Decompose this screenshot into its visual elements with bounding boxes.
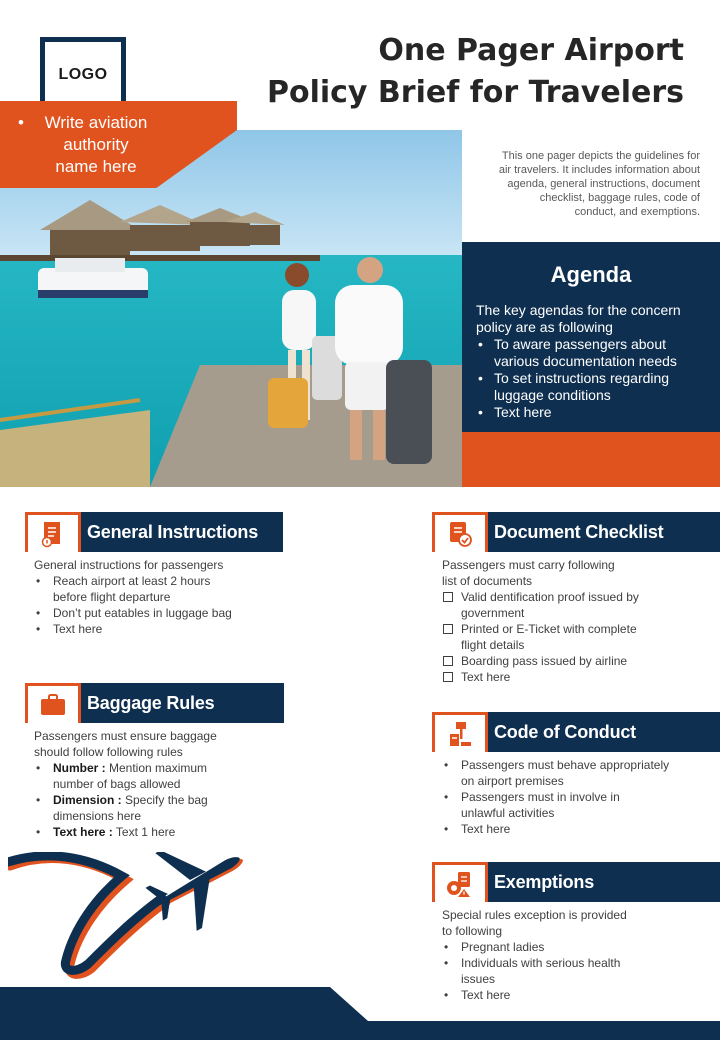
list-item xyxy=(34,621,274,637)
general-instructions-header xyxy=(25,512,283,552)
document-checklist-intro: Passengers must carry following xyxy=(442,558,615,572)
item-line: • Text here xyxy=(461,988,511,1002)
general-instructions-intro: General instructions for passengers xyxy=(34,558,224,572)
agenda-title: Agenda xyxy=(550,262,632,287)
list-item xyxy=(442,939,717,955)
item-line: Text here xyxy=(461,670,511,684)
agenda-intro-line2: policy are as following xyxy=(476,319,613,335)
suitcase-icon xyxy=(25,683,81,723)
page-title-line2: Policy Brief for Travelers xyxy=(266,75,684,110)
item-line: • Individuals with serious health xyxy=(461,956,621,970)
exemptions-list xyxy=(442,939,717,1003)
code-of-conduct-header xyxy=(432,712,720,752)
list-item xyxy=(442,789,717,821)
document-checklist-intro: list of documents xyxy=(442,574,533,588)
rule-label: Text here : xyxy=(53,825,113,839)
item-line: Boarding pass issued by airline xyxy=(461,654,628,668)
item-line: • Passengers must behave appropriately xyxy=(461,758,670,772)
baggage-rules-header xyxy=(25,683,284,723)
authority-line2: authority xyxy=(63,135,129,154)
authority-line1: Write aviation xyxy=(44,113,148,132)
code-of-conduct-title: Code of Conduct xyxy=(488,712,720,752)
item-line: on airport premises xyxy=(461,774,564,788)
rule-text: Mention maximum xyxy=(105,761,208,775)
description-line: agenda, general instructions, document xyxy=(507,178,700,190)
gavel-icon xyxy=(432,712,488,752)
item-line: issues xyxy=(461,972,496,986)
agenda-list xyxy=(462,336,720,421)
item-line: Printed or E-Ticket with complete xyxy=(461,622,637,636)
item-line xyxy=(53,760,274,776)
agenda-intro xyxy=(462,302,720,336)
list-item xyxy=(442,757,717,789)
list-item xyxy=(476,370,714,404)
baggage-rules-intro: should follow following rules xyxy=(34,745,183,759)
agenda-item-line: • Text here xyxy=(494,404,552,420)
page-title xyxy=(224,30,684,114)
item-line: • Reach airport at least 2 hours xyxy=(53,574,211,588)
general-instructions-list xyxy=(34,573,274,637)
baggage-rules-title: Baggage Rules xyxy=(81,683,284,723)
description-line: air travelers. It includes information about xyxy=(498,164,700,176)
description-text xyxy=(470,149,700,219)
general-instructions-body xyxy=(34,557,274,637)
document-checklist-header xyxy=(432,512,720,552)
item-line: number of bags allowed xyxy=(53,777,181,791)
description-line: conduct, and exemptions. xyxy=(574,206,700,218)
item-line: • Text here xyxy=(53,622,103,636)
item-line: • Passengers must in involve in xyxy=(461,790,620,804)
list-item xyxy=(476,336,714,370)
list-item xyxy=(34,824,274,840)
list-item xyxy=(442,821,717,837)
item-line xyxy=(53,824,274,840)
description-line: This one pager depicts the guidelines for xyxy=(501,150,700,162)
authority-bullet: • xyxy=(18,113,24,132)
checklist-item xyxy=(442,621,712,653)
agenda-item-line: • To set instructions regarding xyxy=(494,370,670,386)
page-title-line1: One Pager Airport xyxy=(378,33,684,68)
code-of-conduct-list xyxy=(442,757,717,837)
list-item xyxy=(476,404,714,421)
item-line: flight details xyxy=(461,638,525,652)
exemptions-intro: to following xyxy=(442,924,503,938)
agenda-item-line: various documentation needs xyxy=(494,353,677,369)
authority-line3: name here xyxy=(55,157,137,176)
agenda-item-line: • To aware passengers about xyxy=(494,336,666,352)
list-item xyxy=(34,760,274,792)
exemptions-header xyxy=(432,862,720,902)
item-line xyxy=(53,792,274,808)
baggage-rules-body xyxy=(34,728,274,840)
agenda-accent-block xyxy=(462,432,720,487)
item-line: • Don’t put eatables in luggage bag xyxy=(53,606,232,620)
document-checklist-list xyxy=(442,589,712,685)
list-item xyxy=(442,987,717,1003)
description-line: checklist, baggage rules, code of xyxy=(539,192,700,204)
item-line: • Pregnant ladies xyxy=(461,940,545,954)
exemptions-intro: Special rules exception is provided xyxy=(442,908,627,922)
item-line: Valid dentification proof issued by xyxy=(461,590,639,604)
item-line: before flight departure xyxy=(53,590,171,604)
rule-label: Dimension : xyxy=(53,793,122,807)
list-item xyxy=(34,573,274,605)
list-item xyxy=(34,792,274,824)
rule-text: Text 1 here xyxy=(112,825,176,839)
item-line: government xyxy=(461,606,525,620)
document-checklist-title: Document Checklist xyxy=(488,512,720,552)
baggage-rules-list xyxy=(34,760,274,840)
rule-label: Number : xyxy=(53,761,106,775)
checklist-item xyxy=(442,653,712,669)
item-line: dimensions here xyxy=(53,809,142,823)
exemptions-body xyxy=(442,907,717,1003)
agenda-panel xyxy=(462,242,720,432)
agenda-item-line: luggage conditions xyxy=(494,387,611,403)
list-item xyxy=(442,955,717,987)
exemptions-title: Exemptions xyxy=(488,862,720,902)
checklist-item xyxy=(442,669,712,685)
checklist-item xyxy=(442,589,712,621)
agenda-intro-line1: The key agendas for the concern xyxy=(476,302,681,318)
checklist-icon xyxy=(432,512,488,552)
item-line: • Text here xyxy=(461,822,511,836)
code-of-conduct-body xyxy=(442,757,717,837)
document-icon xyxy=(25,512,81,552)
document-checklist-body xyxy=(442,557,712,685)
list-item xyxy=(34,605,274,621)
authority-name-text xyxy=(16,112,176,178)
general-instructions-title: General Instructions xyxy=(81,512,283,552)
logo-text: LOGO xyxy=(58,66,108,83)
airplane-swoosh-icon xyxy=(8,852,258,980)
exemption-icon xyxy=(432,862,488,902)
rule-text: Specify the bag xyxy=(121,793,208,807)
baggage-rules-intro: Passengers must ensure baggage xyxy=(34,729,217,743)
item-line: unlawful activities xyxy=(461,806,555,820)
